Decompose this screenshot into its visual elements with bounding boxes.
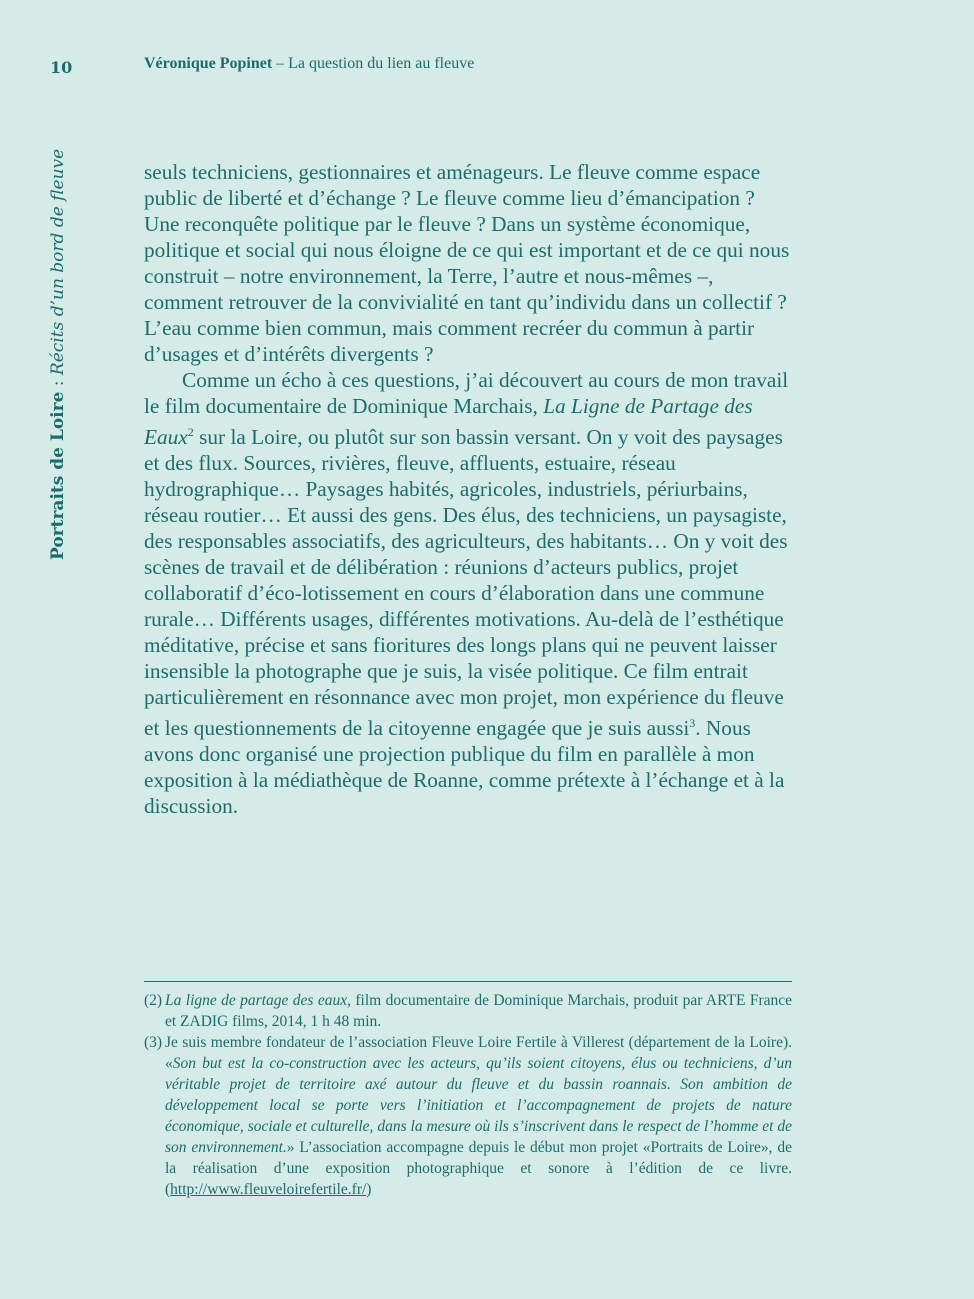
book-title-separator: : <box>48 375 68 392</box>
main-text <box>144 159 794 819</box>
page-number: 10 <box>50 58 73 77</box>
footnote-2-text: , film documentaire de Dominique Marchais, produit par ARTE France et ZADIG films, 2014, 1 h 48 min. <box>165 992 792 1030</box>
footnote-2 <box>144 990 792 1032</box>
header-author: Véronique Popinet <box>144 55 273 72</box>
paragraph-1: seuls techniciens, gestionnaires et aménageurs. Le fleuve comme espace public de liberté et d’échange ? Le fleuve comme lieu d’émancipation ? Une reconquête politique par le fleuve ? Dans un système économique, politique et social qui nous éloigne de ce qui est important et de ce qui nous construit – notre environnement, la Terre, l’autre et nous-mêmes –, comment retrouver de la convivialité en tant qu’individu dans un collectif ? L’eau comme bien commun, mais comment recréer du commun à partir d’usages et d’intérêts divergents ? <box>144 160 790 366</box>
footnote-2-title: La ligne de partage des eaux <box>165 992 348 1009</box>
footnote-rule <box>144 981 792 982</box>
running-header <box>144 55 474 73</box>
footnote-ref-3[interactable]: 3 <box>689 716 696 731</box>
footnote-3-text-c: ) <box>366 1181 372 1198</box>
association-website-link[interactable]: http://www.fleuveloirefertile.fr/ <box>170 1181 367 1198</box>
footnote-2-number: (2) <box>144 992 163 1009</box>
paragraph-2 <box>144 367 794 819</box>
footnote-3-text-b: » L’association accompagne depuis le début mon projet «Portraits de Loire», de la réalisation d’une exposition photographique et sonore à l’édition de ce livre. ( <box>165 1139 792 1198</box>
paragraph-2-text-c: . Nous avons donc organisé une projection publique du film en parallèle à mon exposition à la médiathèque de Roanne, comme prétexte à l’échange et à la discussion. <box>144 716 785 819</box>
paragraph-2-text-b: sur la Loire, ou plutôt sur son bassin versant. On y voit des paysages et des flux. Sources, rivières, fleuve, affluents, estuaire, réseau hydrographique… Paysages habités, agricoles, industriels, périurbains, réseau routier… Et aussi des gens. Des élus, des techniciens, un paysagiste, des responsables associatifs, des agriculteurs, des habitants… On y voit des scènes de travail et de délibération : réunions d’acteurs publics, projet collaboratif d’éco-lotissement en cours d’élaboration dans une commune rurale… Différents usages, différentes motivations. Au-delà de l’esthétique méditative, précise et sans fioritures des longs plans qui ne peuvent laisser insensible la photographe que je suis, la visée politique. Ce film entrait particulièrement en résonnance avec mon projet, mon expérience du fleuve et les questionnements de la citoyenne engagée que je suis aussi <box>144 425 788 741</box>
header-title: La question du lien au fleuve <box>288 55 475 72</box>
book-subtitle: Récits d’un bord de fleuve <box>48 148 68 376</box>
footnotes <box>144 990 792 1200</box>
film-title: La Ligne de Partage des Eaux <box>144 394 753 450</box>
header-separator: – <box>272 55 289 72</box>
footnote-3 <box>144 1032 792 1200</box>
footnote-3-quote: Son but est la co-construction avec les acteurs, qu’ils soient citoyens, élus ou techniciens, d’un véritable projet de territoire axé autour du fleuve et du bassin roannais. Son ambition de développement local se porte vers l’initiation et l’accompagnement de projets de nature économique, sociale et culturelle, dans la mesure où ils s’inscrivent dans le respect de l’homme et de son environnement. <box>165 1055 792 1156</box>
footnote-3-number: (3) <box>144 1034 163 1051</box>
book-side-title <box>48 149 68 560</box>
footnote-3-text-a: Je suis membre fondateur de l’association Fleuve Loire Fertile à Villerest (département de la Loire). « <box>165 1034 792 1072</box>
book-title: Portraits de Loire <box>48 391 68 560</box>
paragraph-2-text-a: Comme un écho à ces questions, j’ai découvert au cours de mon travail le film documentaire de Dominique Marchais, <box>144 368 789 418</box>
footnote-ref-2[interactable]: 2 <box>187 425 194 439</box>
